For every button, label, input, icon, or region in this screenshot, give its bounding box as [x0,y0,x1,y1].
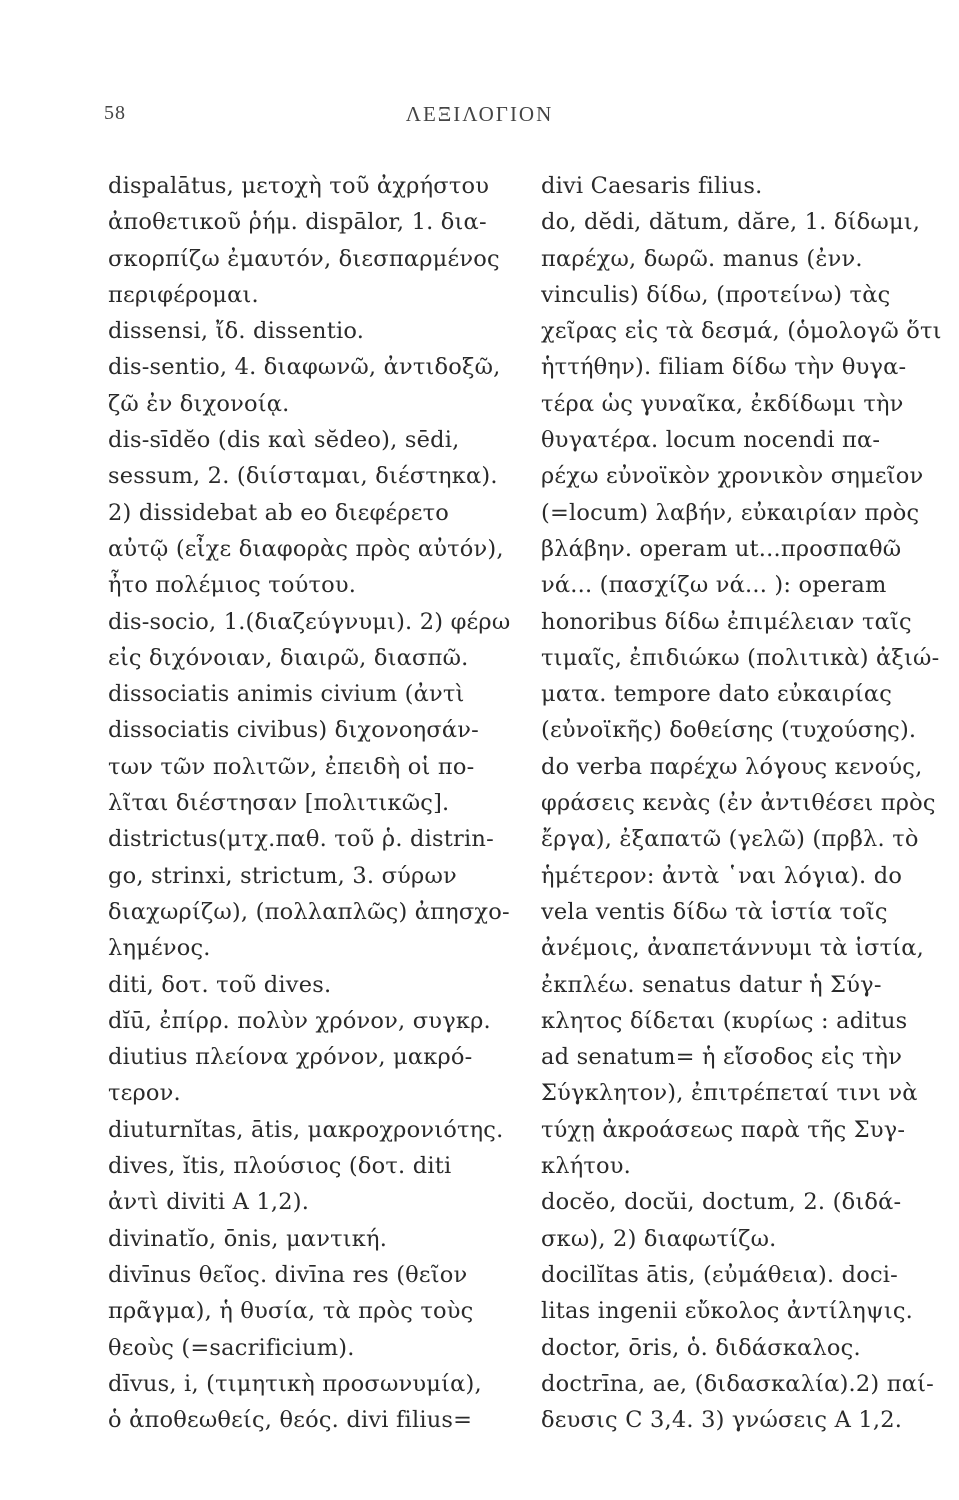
text-line: sessum, 2. (διίσταμαι, διέστηκα). [108,463,498,490]
text-line: ζῶ ἐν διχονοίᾳ. [108,390,290,417]
left-column [108,168,528,1438]
text-line: σκω), 2) διαφωτίζω. [541,1225,777,1252]
text-line: τύχῃ ἀκροάσεως παρὰ τῆς Συγ- [541,1116,906,1143]
page-header [0,102,959,132]
text-line: dives, ĭtis, πλούσιος (δοτ. diti [108,1153,452,1180]
text-line: χεῖρας εἰς τὰ δεσμά, (ὁμολογῶ ὅτι [541,318,942,345]
text-line: πρᾶγμα), ἡ θυσία, τὰ πρὸς τοὺς [108,1298,474,1325]
text-line: θυγατέρα. locum nocendi πα- [541,427,881,454]
text-line: diutius πλείονα χρόνον, μακρό- [108,1044,473,1071]
right-column [541,168,951,1438]
text-line: τερον. [108,1080,181,1107]
text-line: vela ventis δίδω τὰ ἱστία τοῖς [541,898,888,925]
text-line: ἀνέμοις, ἀναπετάννυμι τὰ ἱστία, [541,935,924,962]
text-line: βλάβην. operam ut...προσπαθῶ [541,535,902,562]
text-line: (=locum) λαβήν, εὐκαιρίαν πρὸς [541,499,920,526]
text-line: ἦτο πολέμιος τούτου. [108,572,357,599]
text-line: go, strinxi, strictum, 3. σύρων [108,862,457,889]
text-line: doctrīna, ae, (διδασκαλία).2) παί- [541,1370,934,1397]
text-line: ἡμέτερον: ἀντὰ ῾ναι λόγια). do [541,862,903,889]
text-line: divi Caesaris filius. [541,173,763,199]
text-line: docilĭtas ātis, (εὐμάθεια). doci- [541,1261,898,1288]
page-number: 58 [104,102,126,124]
text-line: do, dĕdi, dătum, dăre, 1. δίδωμι, [541,209,921,236]
text-line: docĕo, docŭi, doctum, 2. (διδά- [541,1189,902,1216]
text-line: 2) dissidebat ab eo διεφέρετο [108,499,449,526]
text-line: κλήτου. [541,1153,632,1180]
text-line: dĭū, ἐπίρρ. πολὺν χρόνον, συγκρ. [108,1007,491,1034]
text-line: λημένος. [108,935,211,962]
text-line: ἡττήθην). filiam δίδω τὴν θυγα- [541,354,907,381]
text-line: dispalātus, μετοχὴ τοῦ ἀχρήστου [108,173,490,199]
text-line: ἐκπλέω. senatus datur ἡ Σύγ- [541,971,882,998]
text-line: do verba παρέχω λόγους κενούς, [541,753,923,780]
text-line: dis-socio, 1.(διαζεύγνυμι). 2) φέρω [108,608,511,635]
text-line: (εὐνοϊκῆς) δοθείσης (τυχούσης). [541,717,917,744]
text-line: φράσεις κενὰς (ἐν ἀντιθέσει πρὸς [541,790,936,817]
text-line: εἰς διχόνοιαν, διαιρῶ, διασπῶ. [108,644,469,671]
text-line: dis-sīdĕo (dis καὶ sĕdeo), sēdi, [108,427,460,454]
text-line: κλητος δίδεται (κυρίως : aditus [541,1007,908,1034]
text-line: ρέχω εὐνοϊκὸν χρονικὸν σημεῖον [541,463,924,490]
text-line: dissociatis civibus) διχονοησάν- [108,717,479,744]
text-line: παρέχω, δωρῶ. manus (ἐνν. [541,245,863,272]
text-line: νά... (πασχίζω νά... ): operam [541,572,887,599]
text-line: dīvus, i, (τιμητικὴ προσωνυμία), [108,1370,482,1397]
text-line: diti, δοτ. τοῦ dives. [108,971,332,998]
text-line: ματα. tempore dato εὐκαιρίας [541,681,893,708]
text-line: σκορπίζω ἐμαυτόν, διεσπαρμένος [108,245,500,272]
text-line: divīnus θεῖος. divīna res (θεῖον [108,1261,468,1288]
text-line: vinculis) δίδω, (προτείνω) τὰς [541,281,891,308]
text-line: dissociatis animis civium (ἀντὶ [108,681,465,708]
text-line: dis-sentio, 4. διαφωνῶ, ἀντιδοξῶ, [108,354,501,381]
text-line: αὐτῷ (εἶχε διαφορὰς πρὸς αὐτόν), [108,535,504,562]
text-line: Σύγκλητον), ἐπιτρέπεταί τινι νὰ [541,1080,918,1107]
text-line: ἔργα), ἐξαπατῶ (γελῶ) (πρβλ. τὸ [541,826,919,853]
text-line: περιφέρομαι. [108,281,259,308]
text-line: τέρα ὡς γυναῖκα, ἐκδίδωμι τὴν [541,390,904,417]
text-line: λῖται διέστησαν [πολιτικῶς]. [108,790,450,817]
text-line: τιμαῖς, ἐπιδιώκω (πολιτικὰ) ἀξιώ- [541,644,940,671]
text-line: των τῶν πολιτῶν, ἐπειδὴ οἱ πο- [108,753,475,780]
text-line: διαχωρίζω), (πολλαπλῶς) ἀπησχο- [108,898,510,925]
text-line: dissensi, ἴδ. dissentio. [108,318,365,345]
text-line: ὁ ἀποθεωθείς, θεός. divi filius= [108,1407,473,1434]
text-line: ἀντὶ diviti A 1,2). [108,1189,310,1216]
text-line: doctor, ōris, ὁ. διδάσκαλος. [541,1334,861,1361]
text-line: districtus(μτχ.παθ. τοῦ ῥ. distrin- [108,826,494,853]
text-line: θεοὺς (=sacrificium). [108,1334,355,1361]
text-line: divinatĭo, ōnis, μαντική. [108,1225,388,1252]
text-line: diuturnĭtas, ātis, μακροχρονιότης. [108,1116,504,1143]
text-line: ἀποθετικοῦ ῥήμ. dispālor, 1. δια- [108,209,487,236]
text-line: δευσις C 3,4. 3) γνώσεις A 1,2. [541,1407,903,1434]
text-line: ad senatum= ἡ εἴσοδος εἰς τὴν [541,1044,903,1071]
running-title: ΛΕΞΙΛΟΓΙΟΝ [405,102,554,126]
text-line: litas ingenii εὔκολος ἀντίληψις. [541,1298,913,1325]
text-line: honoribus δίδω ἐπιμέλειαν ταῖς [541,608,912,635]
